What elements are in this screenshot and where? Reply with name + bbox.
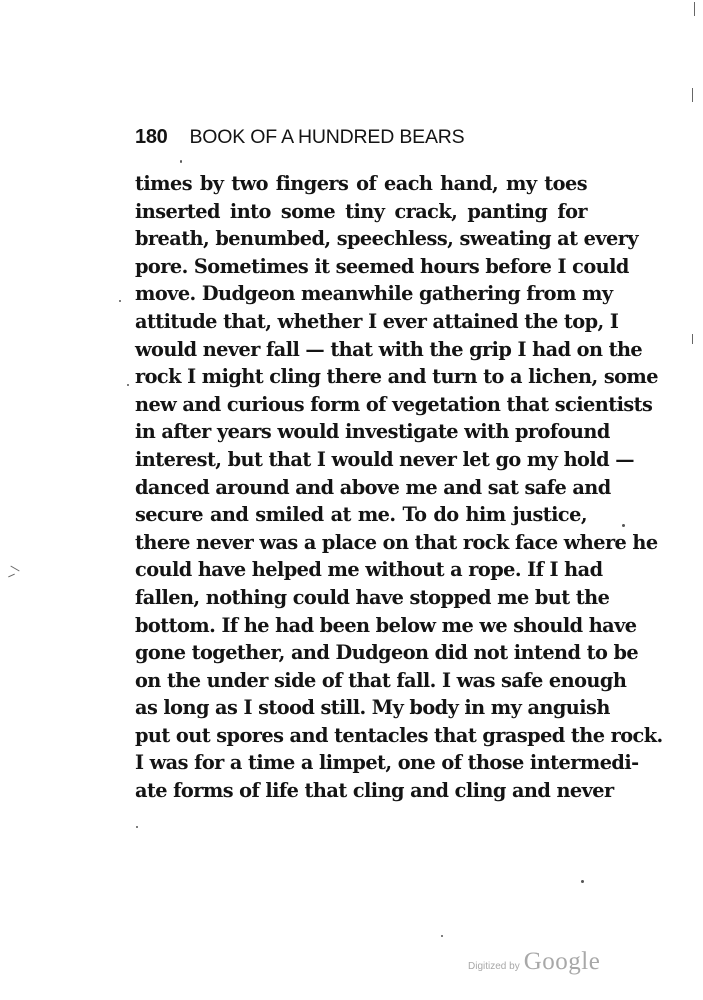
scan-speck [581, 880, 584, 883]
text-line: secure and smiled at me. To do him justice, [135, 503, 587, 527]
edge-mark [10, 566, 19, 572]
text-line: breath, benumbed, speechless, sweating at every [135, 227, 638, 251]
scan-speck [180, 160, 182, 163]
google-logo-text: Google [523, 948, 601, 975]
text-line: there never was a place on that rock face where he [135, 530, 658, 554]
edge-mark [692, 334, 693, 344]
text-line: danced around and above me and sat safe and [135, 475, 611, 499]
text-line: ate forms of life that cling and cling and never [135, 779, 614, 803]
scan-speck [622, 524, 625, 527]
text-line: I was for a time a limpet, one of those intermedi- [135, 751, 639, 775]
text-line: bottom. If he had been below me we should have [135, 613, 637, 637]
digitized-by-google-watermark [468, 948, 618, 980]
text-line: pore. Sometimes it seemed hours before I could [135, 254, 629, 278]
scan-speck [441, 935, 443, 937]
scan-speck [127, 384, 129, 386]
watermark-prefix: Digitized by [468, 961, 520, 972]
text-line: fallen, nothing could have stopped me but the [135, 585, 610, 609]
scan-speck [119, 300, 121, 302]
running-head: BOOK OF A HUNDRED BEARS [189, 126, 465, 148]
edge-mark [692, 88, 693, 102]
text-line: interest, but that I would never let go my hold — [135, 447, 634, 471]
edge-mark [694, 2, 695, 16]
text-line: rock I might cling there and turn to a lichen, some [135, 365, 659, 389]
text-line: could have helped me without a rope. If I had [135, 558, 603, 582]
page-header [135, 126, 590, 154]
text-line: in after years would investigate with profound [135, 420, 610, 444]
page-number: 180 [135, 126, 168, 148]
scan-speck [136, 826, 138, 828]
text-line: as long as I stood still. My body in my anguish [135, 696, 610, 720]
text-line: attitude that, whether I ever attained the top, I [135, 309, 619, 333]
edge-mark [8, 574, 15, 578]
text-line: gone together, and Dudgeon did not intend to be [135, 641, 639, 665]
text-line: move. Dudgeon meanwhile gathering from my [135, 282, 613, 306]
text-line: would never fall — that with the grip I had on the [135, 337, 643, 361]
text-line: times by two fingers of each hand, my toes [135, 172, 587, 195]
body-text [135, 170, 663, 805]
text-line: put out spores and tentacles that grasped the rock. [135, 723, 663, 747]
text-line: new and curious form of vegetation that scientists [135, 392, 653, 416]
text-line: on the under side of that fall. I was safe enough [135, 668, 627, 692]
text-line: inserted into some tiny crack, panting for [135, 199, 587, 223]
